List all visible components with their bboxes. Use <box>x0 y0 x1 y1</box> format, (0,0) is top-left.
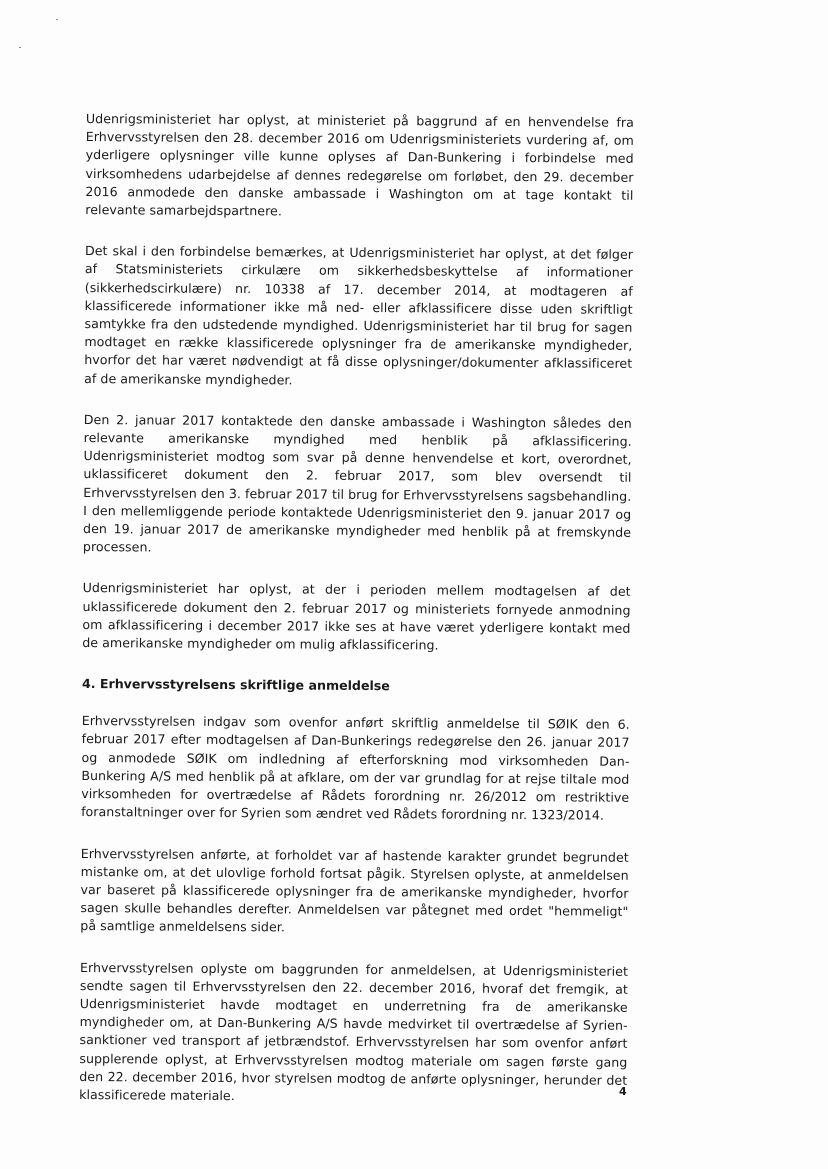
paragraph-2: Det skal i den forbindelse bemærkes, at Udenrigsministeriet har oplyst, at det følger af Statsministeriets cirkulære om sikkerhedsbeskyttelse af informationer (sikkerhedscirkulære) nr. 10338 af 17. december 2014, at modtageren af klassificerede informationer ikke må ned- eller afklassificere disse uden skriftligt samtykke fra den udstedende myndighed. Udenrigsministeriet har til brug for sagen modtaget en række klassificerede oplysninger fra de amerikanske myndigheder, hvorfor det har været nødvendigt at få disse oplysninger/dokumenter afklassificeret af de amerikanske myndigheder. <box>84 243 634 388</box>
paragraph-1: Udenrigsministeriet har oplyst, at ministeriet på baggrund af en henvendelse fra Erhvervsstyrelsen den 28. december 2016 om Udenrigsministeriets vurdering af, om yderligere oplysninger ville kunne oplyses af Dan-Bunkering i forbindelse med virksomhedens udarbejdelse af dennes redegørelse om forløbet, den 29. december 2016 anmodede den danske ambassade i Washington om at tage kontakt til relevante samarbejdspartnere. <box>85 110 634 219</box>
paragraph-3: Den 2. januar 2017 kontaktede den danske ambassade i Washington således den relevante amerikanske myndighed med henblik på afklassificering. Udenrigsministeriet modtog som svar på denne henvendelse et kort, overordnet, uklassificeret dokument den 2. februar 2017, som blev oversendt til Erhvervsstyrelsen den 3. februar 2017 til brug for Erhvervsstyrelsens sagsbehandling. I den mellemliggende periode kontaktede Udenrigsministeriet den 9. januar 2017 og den 19. januar 2017 de amerikanske myndigheder med henblik på at fremskynde processen. <box>82 411 632 555</box>
paragraph-7: Erhvervsstyrelsen oplyste om baggrunden for anmeldelsen, at Udenrigsministeriet sendte sagen til Erhvervsstyrelsen den 22. december 2016, hvoraf det fremgik, at Udenrigsministeriet havde modtaget en underretning fra de amerikanske myndigheder om, at Dan-Bunkering A/S havde medvirket til overtrædelse af Syrien-sanktioner ved transport af jetbrændstof. Erhvervsstyrelsen har som ovenfor anført supplerende oplyst, at Erhvervsstyrelsen modtog materiale om sagen første gang den 22. december 2016, hvor styrelsen modtog de anførte oplysninger, herunder det klassificerede materiale. <box>79 959 629 1104</box>
section-heading: 4. Erhvervsstyrelsens skriftlige anmeldelse <box>81 676 390 694</box>
paragraph-5: Erhvervsstyrelsen indgav som ovenfor anført skriftlig anmeldelse til SØIK den 6. februar 2017 efter modtagelsen af Dan-Bunkerings redegørelse den 26. januar 2017 og anmodede SØIK om indledning af efterforskning mod virksomheden Dan-Bunkering A/S med henblik på at afklare, om der var grundlag for at rejse tiltale mod virksomheden for overtrædelse af Rådets forordning nr. 26/2012 om restriktive foranstaltninger over for Syrien som ændret ved Rådets forordning nr. 1323/2014. <box>81 713 630 823</box>
page-number: 4 <box>619 1085 627 1098</box>
paragraph-6: Erhvervsstyrelsen anførte, at forholdet var af hastende karakter grundet begrundet mistanke om, at det ulovlige forhold fortsat pågik. Styrelsen oplyste, at anmeldelsen var baseret på klassificerede oplysninger fra de amerikanske myndigheder, hvorfor sagen skulle behandles derefter. Anmeldelsen var påtegnet med ordet "hemmeligt" på samtlige anmeldelsens sider. <box>80 845 629 935</box>
document-body <box>79 110 634 1131</box>
paragraph-4: Udenrigsministeriet har oplyst, at der i perioden mellem modtagelsen af det uklassificerede dokument den 2. februar 2017 og ministeriets fornyede anmodning om afklassificering i december 2017 ikke ses at have været yderligere kontakt med de amerikanske myndigheder om mulig afklassificering. <box>82 580 631 653</box>
scan-speck <box>56 19 58 20</box>
scan-speck <box>19 47 21 48</box>
